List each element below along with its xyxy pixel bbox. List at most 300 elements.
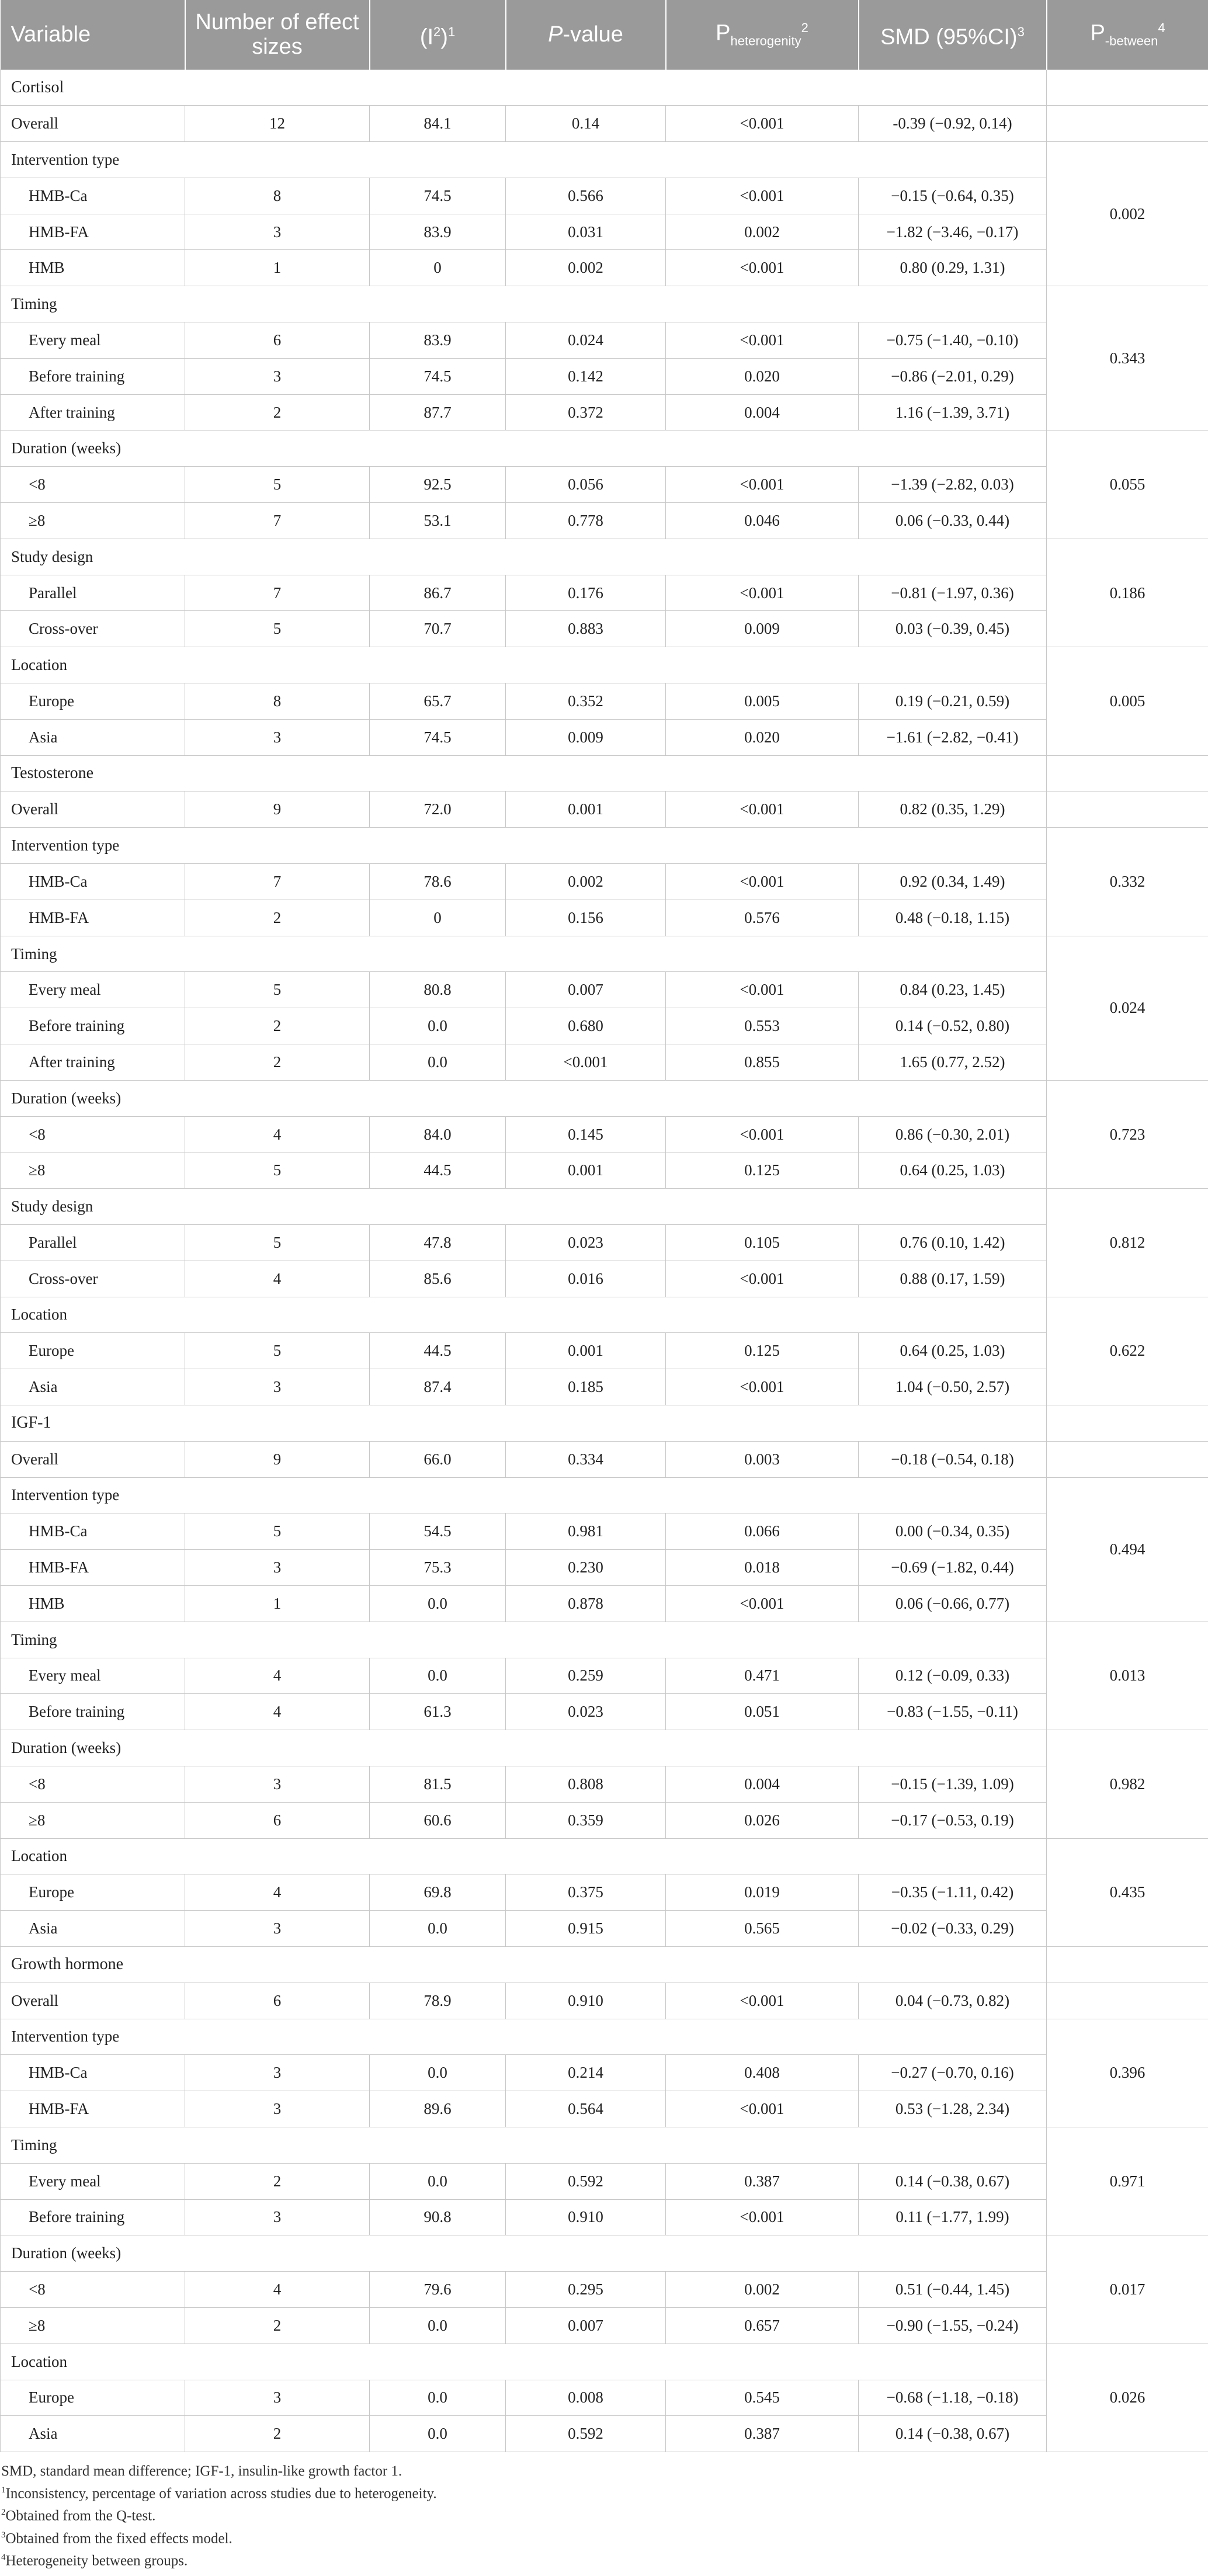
row-label: Every meal (1, 1658, 185, 1694)
table-row (1, 755, 1208, 791)
smd-cell: −0.15 (−1.39, 1.09) (859, 1766, 1047, 1802)
i2-cell: 74.5 (370, 178, 506, 214)
table-row (1, 575, 1208, 611)
p-value-cell: 0.915 (506, 1911, 666, 1947)
table-row (1, 394, 1208, 431)
group-label: Location (1, 1838, 1047, 1874)
table-row (1, 2163, 1208, 2199)
i2-cell: 0.0 (370, 2380, 506, 2416)
i2-cell: 60.6 (370, 1802, 506, 1838)
table-row (1, 1585, 1208, 1622)
p-between-cell: 0.812 (1047, 1189, 1208, 1297)
i2-cell: 53.1 (370, 503, 506, 539)
p-value-cell: 0.592 (506, 2416, 666, 2452)
i2-cell: 0.0 (370, 1008, 506, 1044)
effect-size-count-cell: 7 (185, 864, 370, 900)
table-body (1, 70, 1208, 2452)
effect-size-count-cell: 3 (185, 1766, 370, 1802)
row-label: <8 (1, 1116, 185, 1152)
smd-cell: 0.03 (−0.39, 0.45) (859, 611, 1047, 647)
p-value-cell: 0.156 (506, 900, 666, 936)
table-row (1, 1297, 1208, 1333)
smd-cell: 0.00 (−0.34, 0.35) (859, 1513, 1047, 1550)
table-row (1, 1405, 1208, 1441)
p-between-cell: 0.332 (1047, 828, 1208, 936)
table-row (1, 142, 1208, 178)
effect-size-count-cell: 9 (185, 791, 370, 828)
row-label: Cross-over (1, 611, 185, 647)
group-label: Timing (1, 286, 1047, 322)
i2-cell: 79.6 (370, 2272, 506, 2308)
smd-cell: −0.86 (−2.01, 0.29) (859, 358, 1047, 394)
table-row (1, 2307, 1208, 2344)
i2-cell: 0.0 (370, 1911, 506, 1947)
i2-cell: 0 (370, 900, 506, 936)
p-between-cell: 0.971 (1047, 2127, 1208, 2235)
i2-cell: 87.7 (370, 394, 506, 431)
p-heterogeneity-cell: 0.020 (666, 358, 859, 394)
p-heterogeneity-cell: <0.001 (666, 1585, 859, 1622)
p-between-cell-empty (1047, 755, 1208, 791)
smd-cell: −0.81 (−1.97, 0.36) (859, 575, 1047, 611)
row-label: Asia (1, 1911, 185, 1947)
table-row (1, 431, 1208, 467)
group-label: Timing (1, 936, 1047, 972)
row-label: HMB-Ca (1, 178, 185, 214)
table-row (1, 719, 1208, 755)
p-value-cell: 0.592 (506, 2163, 666, 2199)
group-label: Timing (1, 2127, 1047, 2163)
p-heterogeneity-cell: 0.105 (666, 1225, 859, 1261)
smd-cell: −0.69 (−1.82, 0.44) (859, 1550, 1047, 1586)
p-value-cell: 0.008 (506, 2380, 666, 2416)
effect-size-count-cell: 4 (185, 1658, 370, 1694)
table-row (1, 1261, 1208, 1297)
effect-size-count-cell: 3 (185, 2091, 370, 2127)
p-between-cell: 0.055 (1047, 431, 1208, 539)
table-row (1, 503, 1208, 539)
p-between-cell-empty (1047, 1946, 1208, 1983)
footnote-3: $^3$Obtained from the fixed effects model. (1, 2530, 232, 2547)
smd-cell: −1.39 (−2.82, 0.03) (859, 467, 1047, 503)
table-row (1, 791, 1208, 828)
table-row (1, 1946, 1208, 1983)
p-heterogeneity-cell: <0.001 (666, 1261, 859, 1297)
p-heterogeneity-cell: 0.125 (666, 1333, 859, 1369)
p-heterogeneity-cell: 0.408 (666, 2055, 859, 2091)
table-row (1, 611, 1208, 647)
p-heterogeneity-cell: 0.657 (666, 2307, 859, 2344)
smd-cell: 0.64 (0.25, 1.03) (859, 1333, 1047, 1369)
row-label: <8 (1, 467, 185, 503)
p-heterogeneity-cell: 0.553 (666, 1008, 859, 1044)
table-row (1, 1730, 1208, 1766)
smd-cell: −0.90 (−1.55, −0.24) (859, 2307, 1047, 2344)
section-label: Testosterone (1, 755, 1047, 791)
p-value-cell: 0.056 (506, 467, 666, 503)
i2-cell: 85.6 (370, 1261, 506, 1297)
effect-size-count-cell: 1 (185, 1585, 370, 1622)
i2-cell: 0 (370, 250, 506, 286)
effect-size-count-cell: 4 (185, 1694, 370, 1730)
effect-size-count-cell: 5 (185, 1333, 370, 1369)
row-label: Parallel (1, 1225, 185, 1261)
p-value-cell: 0.023 (506, 1694, 666, 1730)
p-heterogeneity-cell: 0.003 (666, 1441, 859, 1477)
p-heterogeneity-cell: <0.001 (666, 1369, 859, 1405)
row-label: HMB-Ca (1, 2055, 185, 2091)
row-label: ≥8 (1, 1152, 185, 1189)
smd-cell: −0.15 (−0.64, 0.35) (859, 178, 1047, 214)
smd-cell: 0.14 (−0.38, 0.67) (859, 2416, 1047, 2452)
smd-cell: −1.82 (−3.46, −0.17) (859, 214, 1047, 250)
table-row (1, 2055, 1208, 2091)
effect-size-count-cell: 2 (185, 1044, 370, 1081)
p-value-cell: 0.145 (506, 1116, 666, 1152)
table-row (1, 1044, 1208, 1081)
i2-cell: 80.8 (370, 972, 506, 1008)
table-row (1, 1694, 1208, 1730)
table-row (1, 900, 1208, 936)
p-value-cell: 0.001 (506, 1152, 666, 1189)
p-value-cell: 0.680 (506, 1008, 666, 1044)
p-value-cell: 0.808 (506, 1766, 666, 1802)
i2-cell: 44.5 (370, 1333, 506, 1369)
table-row (1, 647, 1208, 683)
table-row (1, 106, 1208, 142)
p-heterogeneity-cell: 0.051 (666, 1694, 859, 1730)
effect-size-count-cell: 5 (185, 1225, 370, 1261)
table-row (1, 2199, 1208, 2235)
header-num-effect-sizes: Number of effect sizes (185, 0, 370, 70)
p-value-cell: 0.024 (506, 322, 666, 359)
row-label: Before training (1, 1008, 185, 1044)
smd-cell: 0.88 (0.17, 1.59) (859, 1261, 1047, 1297)
row-label: ≥8 (1, 503, 185, 539)
i2-cell: 84.1 (370, 106, 506, 142)
p-between-cell: 0.005 (1047, 647, 1208, 755)
p-between-cell: 0.186 (1047, 539, 1208, 647)
smd-cell: 0.48 (−0.18, 1.15) (859, 900, 1047, 936)
table-row (1, 1911, 1208, 1947)
table-row (1, 972, 1208, 1008)
row-label: Europe (1, 1333, 185, 1369)
table-row (1, 683, 1208, 720)
row-label: Every meal (1, 972, 185, 1008)
p-heterogeneity-cell: 0.004 (666, 1766, 859, 1802)
table-row (1, 1189, 1208, 1225)
row-label: Overall (1, 1441, 185, 1477)
i2-cell: 0.0 (370, 2416, 506, 2452)
i2-cell: 0.0 (370, 2163, 506, 2199)
row-label: HMB (1, 250, 185, 286)
p-between-cell-empty (1047, 70, 1208, 106)
row-label: Parallel (1, 575, 185, 611)
row-label: HMB-Ca (1, 1513, 185, 1550)
p-value-cell: 0.007 (506, 2307, 666, 2344)
p-value-cell: 0.009 (506, 719, 666, 755)
row-label: Before training (1, 2199, 185, 2235)
effect-size-count-cell: 5 (185, 1152, 370, 1189)
i2-cell: 72.0 (370, 791, 506, 828)
effect-size-count-cell: 6 (185, 1802, 370, 1838)
section-label: Growth hormone (1, 1946, 1047, 1983)
p-value-cell: 0.230 (506, 1550, 666, 1586)
p-between-cell: 0.435 (1047, 1838, 1208, 1946)
group-label: Intervention type (1, 1477, 1047, 1513)
smd-cell: 0.06 (−0.33, 0.44) (859, 503, 1047, 539)
i2-cell: 87.4 (370, 1369, 506, 1405)
smd-cell: 0.84 (0.23, 1.45) (859, 972, 1047, 1008)
row-label: ≥8 (1, 1802, 185, 1838)
group-label: Intervention type (1, 2019, 1047, 2055)
effect-size-count-cell: 3 (185, 719, 370, 755)
p-heterogeneity-cell: 0.020 (666, 719, 859, 755)
p-value-cell: 0.295 (506, 2272, 666, 2308)
i2-cell: 74.5 (370, 358, 506, 394)
p-between-cell-empty (1047, 106, 1208, 142)
smd-cell: 0.80 (0.29, 1.31) (859, 250, 1047, 286)
p-heterogeneity-cell: <0.001 (666, 106, 859, 142)
p-heterogeneity-cell: 0.565 (666, 1911, 859, 1947)
table-row (1, 2019, 1208, 2055)
table-row (1, 1116, 1208, 1152)
table-row (1, 2127, 1208, 2163)
smd-cell: 1.04 (−0.50, 2.57) (859, 1369, 1047, 1405)
table-row (1, 1550, 1208, 1586)
row-label: Overall (1, 1983, 185, 2019)
smd-cell: −0.68 (−1.18, −0.18) (859, 2380, 1047, 2416)
effect-size-count-cell: 2 (185, 1008, 370, 1044)
table-row (1, 178, 1208, 214)
i2-cell: 86.7 (370, 575, 506, 611)
table-row (1, 1369, 1208, 1405)
p-heterogeneity-cell: <0.001 (666, 467, 859, 503)
table-row (1, 250, 1208, 286)
effect-size-count-cell: 2 (185, 2307, 370, 2344)
p-heterogeneity-cell: 0.002 (666, 2272, 859, 2308)
row-label: After training (1, 394, 185, 431)
p-heterogeneity-cell: <0.001 (666, 2091, 859, 2127)
p-value-cell: 0.564 (506, 2091, 666, 2127)
table-row (1, 828, 1208, 864)
table-row (1, 2091, 1208, 2127)
table-row (1, 2344, 1208, 2380)
p-heterogeneity-cell: 0.471 (666, 1658, 859, 1694)
i2-cell: 70.7 (370, 611, 506, 647)
p-value-cell: 0.007 (506, 972, 666, 1008)
row-label: HMB-FA (1, 2091, 185, 2127)
effect-size-count-cell: 3 (185, 358, 370, 394)
p-value-cell: 0.14 (506, 106, 666, 142)
effect-size-count-cell: 2 (185, 394, 370, 431)
row-label: Before training (1, 1694, 185, 1730)
p-value-cell: 0.372 (506, 394, 666, 431)
smd-cell: 0.14 (−0.38, 0.67) (859, 2163, 1047, 2199)
p-between-cell: 0.026 (1047, 2344, 1208, 2452)
i2-cell: 92.5 (370, 467, 506, 503)
i2-cell: 78.6 (370, 864, 506, 900)
p-value-cell: 0.214 (506, 2055, 666, 2091)
effect-size-count-cell: 3 (185, 1550, 370, 1586)
section-label: IGF-1 (1, 1405, 1047, 1441)
effect-size-count-cell: 2 (185, 2163, 370, 2199)
p-heterogeneity-cell: 0.066 (666, 1513, 859, 1550)
p-heterogeneity-cell: 0.026 (666, 1802, 859, 1838)
i2-cell: 0.0 (370, 2055, 506, 2091)
section-label: Cortisol (1, 70, 1047, 106)
p-value-cell: 0.981 (506, 1513, 666, 1550)
p-heterogeneity-cell: 0.855 (666, 1044, 859, 1081)
table-row (1, 1983, 1208, 2019)
i2-cell: 0.0 (370, 1585, 506, 1622)
p-between-cell: 0.982 (1047, 1730, 1208, 1838)
table-row (1, 70, 1208, 106)
i2-cell: 54.5 (370, 1513, 506, 1550)
p-heterogeneity-cell: 0.046 (666, 503, 859, 539)
row-label: Asia (1, 719, 185, 755)
effect-size-count-cell: 3 (185, 2380, 370, 2416)
effect-size-count-cell: 7 (185, 503, 370, 539)
p-value-cell: 0.002 (506, 250, 666, 286)
i2-cell: 69.8 (370, 1874, 506, 1911)
p-value-cell: 0.176 (506, 575, 666, 611)
p-value-cell: 0.878 (506, 1585, 666, 1622)
group-label: Location (1, 1297, 1047, 1333)
effect-size-count-cell: 4 (185, 1874, 370, 1911)
table-row (1, 2272, 1208, 2308)
p-value-cell: 0.334 (506, 1441, 666, 1477)
smd-cell: 1.16 (−1.39, 3.71) (859, 394, 1047, 431)
smd-cell: 0.12 (−0.09, 0.33) (859, 1658, 1047, 1694)
row-label: HMB-FA (1, 1550, 185, 1586)
smd-cell: 1.65 (0.77, 2.52) (859, 1044, 1047, 1081)
row-label: ≥8 (1, 2307, 185, 2344)
p-heterogeneity-cell: <0.001 (666, 575, 859, 611)
smd-cell: -0.39 (−0.92, 0.14) (859, 106, 1047, 142)
effect-size-count-cell: 3 (185, 1911, 370, 1947)
smd-cell: 0.64 (0.25, 1.03) (859, 1152, 1047, 1189)
i2-cell: 78.9 (370, 1983, 506, 2019)
table-row (1, 2416, 1208, 2452)
p-value-cell: 0.566 (506, 178, 666, 214)
header-p-heterogeneity: $P_{heterogenity}^2$ (666, 0, 859, 70)
i2-cell: 89.6 (370, 2091, 506, 2127)
header-smd: SMD $(95\%CI)^3$ (859, 0, 1047, 70)
group-label: Intervention type (1, 142, 1047, 178)
group-label: Duration (weeks) (1, 1730, 1047, 1766)
row-label: HMB-Ca (1, 864, 185, 900)
table-row (1, 1658, 1208, 1694)
i2-cell: 0.0 (370, 1658, 506, 1694)
effect-size-count-cell: 4 (185, 2272, 370, 2308)
header-p-between: $P_{-between}^4$ (1047, 0, 1208, 70)
p-value-cell: 0.001 (506, 791, 666, 828)
effect-size-count-cell: 8 (185, 683, 370, 720)
group-label: Location (1, 647, 1047, 683)
smd-cell: 0.06 (−0.66, 0.77) (859, 1585, 1047, 1622)
table-row (1, 864, 1208, 900)
smd-cell: 0.04 (−0.73, 0.82) (859, 1983, 1047, 2019)
effect-size-count-cell: 6 (185, 322, 370, 359)
effect-size-count-cell: 6 (185, 1983, 370, 2019)
i2-cell: 66.0 (370, 1441, 506, 1477)
table-row (1, 1622, 1208, 1658)
p-heterogeneity-cell: 0.018 (666, 1550, 859, 1586)
row-label: After training (1, 1044, 185, 1081)
p-heterogeneity-cell: 0.125 (666, 1152, 859, 1189)
i2-cell: 84.0 (370, 1116, 506, 1152)
footnote-4: $^4$Heterogeneity between groups. (1, 2553, 188, 2569)
smd-cell: 0.92 (0.34, 1.49) (859, 864, 1047, 900)
row-label: Europe (1, 683, 185, 720)
smd-cell: 0.11 (−1.77, 1.99) (859, 2199, 1047, 2235)
p-between-cell: 0.017 (1047, 2235, 1208, 2344)
group-label: Duration (weeks) (1, 1080, 1047, 1116)
table-row (1, 358, 1208, 394)
i2-cell: 75.3 (370, 1550, 506, 1586)
p-value-cell: 0.910 (506, 2199, 666, 2235)
smd-cell: −0.35 (−1.11, 0.42) (859, 1874, 1047, 1911)
table-row (1, 1874, 1208, 1911)
p-between-cell: 0.622 (1047, 1297, 1208, 1405)
effect-size-count-cell: 8 (185, 178, 370, 214)
smd-cell: −0.75 (−1.40, −0.10) (859, 322, 1047, 359)
table-row (1, 467, 1208, 503)
footnote-2: $^2$Obtained from the Q-test. (1, 2508, 156, 2524)
footnote-abbreviations: SMD, standard mean difference; IGF-1, insulin-like growth factor 1. (1, 2463, 402, 2480)
table-row (1, 286, 1208, 322)
smd-cell: 0.86 (−0.30, 2.01) (859, 1116, 1047, 1152)
p-value-cell: 0.001 (506, 1333, 666, 1369)
p-heterogeneity-cell: 0.005 (666, 683, 859, 720)
p-between-cell: 0.494 (1047, 1477, 1208, 1622)
row-label: <8 (1, 1766, 185, 1802)
p-value-cell: 0.002 (506, 864, 666, 900)
row-label: Cross-over (1, 1261, 185, 1297)
p-between-cell: 0.024 (1047, 936, 1208, 1080)
p-heterogeneity-cell: <0.001 (666, 322, 859, 359)
p-heterogeneity-cell: 0.002 (666, 214, 859, 250)
p-value-cell: 0.352 (506, 683, 666, 720)
p-heterogeneity-cell: 0.387 (666, 2416, 859, 2452)
row-label: Every meal (1, 2163, 185, 2199)
p-heterogeneity-cell: 0.545 (666, 2380, 859, 2416)
effect-size-count-cell: 5 (185, 611, 370, 647)
row-label: <8 (1, 2272, 185, 2308)
p-value-cell: 0.142 (506, 358, 666, 394)
group-label: Location (1, 2344, 1047, 2380)
footnote-1: $^1$Inconsistency, percentage of variation across studies due to heterogeneity. (1, 2485, 437, 2502)
p-value-cell: 0.259 (506, 1658, 666, 1694)
row-label: HMB-FA (1, 214, 185, 250)
row-label: Before training (1, 358, 185, 394)
table-row (1, 2380, 1208, 2416)
smd-cell: −0.17 (−0.53, 0.19) (859, 1802, 1047, 1838)
smd-cell: 0.82 (0.35, 1.29) (859, 791, 1047, 828)
table-row (1, 1441, 1208, 1477)
table-row (1, 214, 1208, 250)
effect-size-count-cell: 3 (185, 214, 370, 250)
table-row (1, 1080, 1208, 1116)
p-heterogeneity-cell: 0.019 (666, 1874, 859, 1911)
row-label: Europe (1, 1874, 185, 1911)
smd-cell: −0.02 (−0.33, 0.29) (859, 1911, 1047, 1947)
table-row (1, 1333, 1208, 1369)
effect-size-count-cell: 7 (185, 575, 370, 611)
i2-cell: 83.9 (370, 322, 506, 359)
p-between-cell: 0.723 (1047, 1080, 1208, 1188)
